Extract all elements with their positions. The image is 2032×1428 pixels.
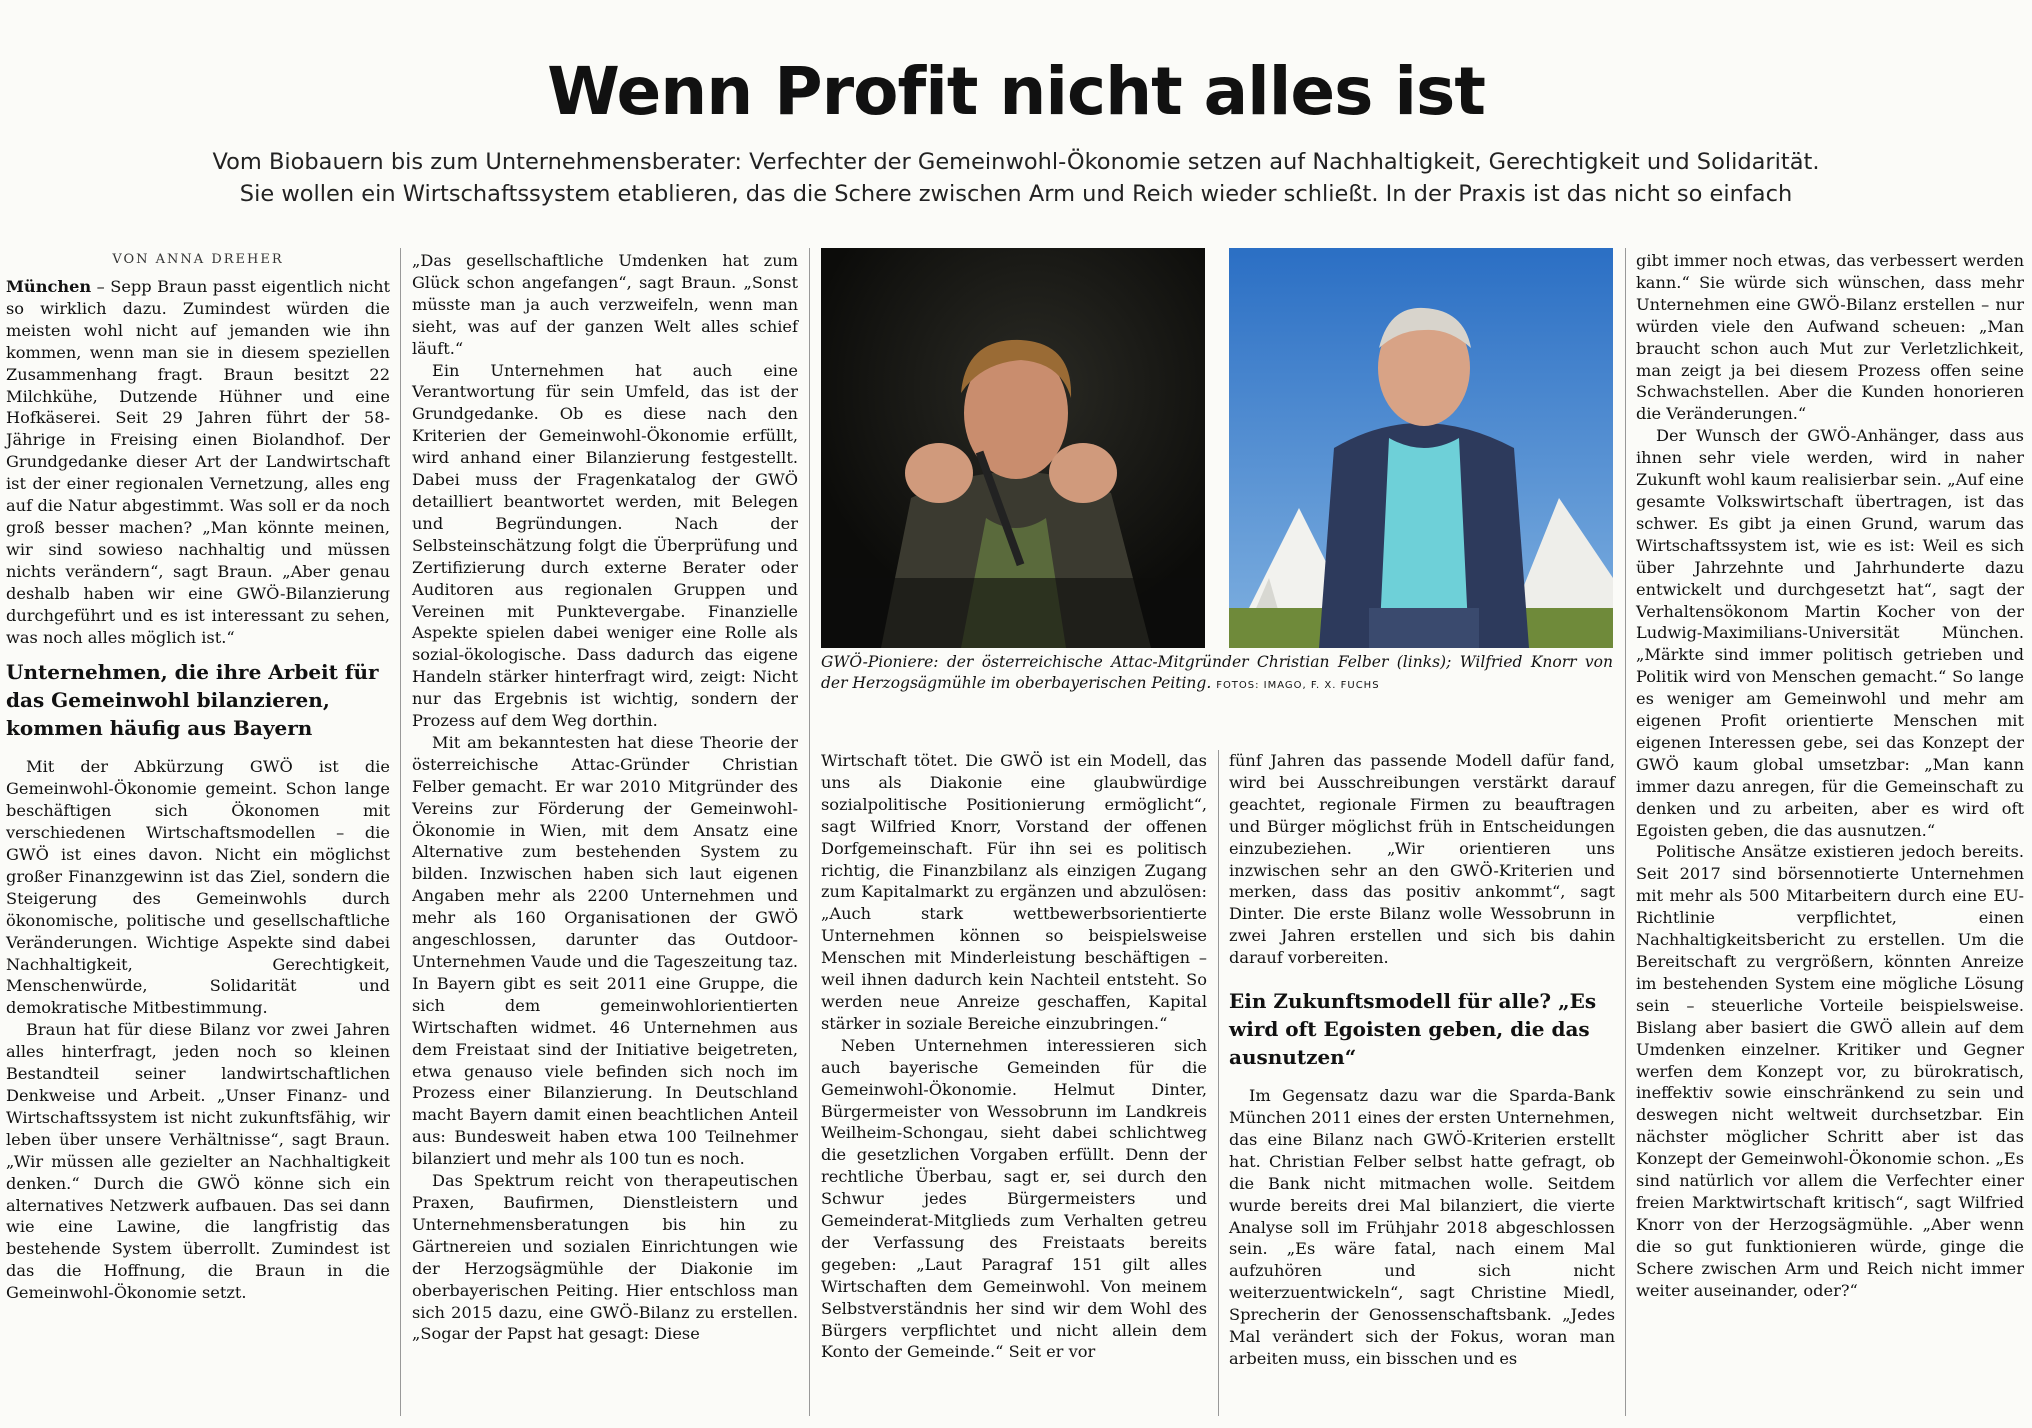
paragraph: Der Wunsch der GWÖ-Anhänger, dass aus ihnen sehr viele werden, wird in naher Zukunft wohl kaum realisierbar sein. „Auf eine gesamte Volkswirtschaft übertragen, ist das schwer. Es gibt ja einen Grund, warum das Wirtschaftssystem ist, wie es ist: Weil es sich über Jahrzehnte und Jahrhunderte dazu entwickelt und durchgesetzt hat“, sagt der Verhaltensökonom Martin Kocher von der Ludwig-Maximilians-Universität München. „Märkte sind immer politisch getrieben und Politik wird von Menschen gemacht.“ So lange es weniger am Gemeinwohl und mehr am eigenen Profit orientierte Menschen mit eigenen Interessen gebe, sei das Konzept der GWÖ kaum global umsetzbar: „Man kann immer dazu anregen, für die Gemeinschaft zu denken und zu arbeiten, aber es wird oft Egoisten geben, die das ausnutzen.“	[1636, 426, 2024, 840]
photo-knorr-image	[1229, 248, 1613, 648]
paragraph	[6, 276, 390, 648]
photo-wilfried-knorr	[1229, 248, 1613, 648]
paragraph: Mit am bekanntesten hat diese Theorie der österreichische Attac-Gründer Christian Felber gemacht. Er war 2010 Mitgründer des Vereins zur Förderung der Gemeinwohl-Ökonomie in Wien, mit dem Ansatz eine Alternative zum bestehenden System zu bilden. Inzwischen haben sich laut eigenen Angaben mehr als 2200 Unternehmen und mehr als 160 Organisationen der GWÖ angeschlossen, darunter das Outdoor-Unternehmen Vaude und die Tageszeitung taz. In Bayern gibt es seit 2011 eine Gruppe, die sich dem gemeinwohlorientierten Wirtschaften widmet. 46 Unternehmen aus dem Freistaat sind der Initiative beigetreten, etwa genauso viele befinden sich noch im Prozess einer Bilanzierung. In Deutschland macht Bayern damit einen beachtlichen Anteil aus: Bundesweit haben etwa 100 Teilnehmer bilanziert und mehr als 100 tun es noch.	[412, 732, 798, 1169]
caption-text: GWÖ-Pioniere: der österreichische Attac-Mitgründer Christian Felber (links); Wilfried Knorr von der Herzogsägmühle im oberbayerischen Peiting.	[821, 653, 1613, 692]
article-column-1	[6, 250, 390, 1304]
column-rule	[1218, 750, 1219, 1416]
paragraph: Braun hat für diese Bilanz vor zwei Jahren alles hinterfragt, jeden noch so kleinen Bestandteil seiner landwirtschaftlichen Denkweise und Arbeit. „Unser Finanz- und Wirtschaftssystem ist nicht zukunftsfähig, wir leben über unsere Verhältnisse“, sagt Braun. „Wir müssen alle gezielter an Nachhaltigkeit denken.“ Durch die GWÖ könne sich ein alternatives Netzwerk aufbauen. Das sei dann wie eine Lawine, die langfristig das bestehende System überrollt. Zumindest ist das die Hoffnung, die Braun in die Gemeinwohl-Ökonomie setzt.	[6, 1020, 390, 1303]
column-rule	[1625, 248, 1626, 1416]
subheading: Unternehmen, die ihre Arbeit für das Gemeinwohl bilanzieren, kommen häufig aus Bayern	[6, 660, 379, 741]
photo-caption	[821, 652, 1613, 696]
deck	[60, 146, 1972, 210]
paragraph: Ein Unternehmen hat auch eine Verantwortung für sein Umfeld, das ist der Grundgedanke. Ob es diese nach den Kriterien der Gemeinwohl-Ökonomie erfüllt, wird anhand einer Bilanzierung festgestellt. Dabei muss der Fragenkatalog der GWÖ detailliert beantwortet werden, mit Belegen und Begründungen. Nach der Selbsteinschätzung folgt die Überprüfung und Zertifizierung durch externe Berater oder Auditoren aus regionalen Gruppen und Vereinen mit Punktevergabe. Finanzielle Aspekte spielen dabei weniger eine Rolle als sozial-ökologische. Dass dadurch das eigene Handeln stärker hinterfragt wird, zeigt: Nicht nur das Ergebnis ist wichtig, sondern der Prozess auf dem Weg dorthin.	[412, 360, 798, 731]
paragraph: Politische Ansätze existieren jedoch bereits. Seit 2017 sind börsennotierte Unternehmen mit mehr als 500 Mitarbeitern durch eine EU-Richtlinie verpflichtet, einen Nachhaltigkeitsbericht zu erstellen. Um die Bereitschaft zu vergrößern, könnten Anreize im bestehenden System eine mögliche Lösung sein – steuerliche Vorteile beispielsweise. Bislang aber basiert die GWÖ allein auf dem Umdenken einzelner. Kritiker und Gegner werfen dem Konzept vor, zu bürokratisch, ineffektiv sowie einschränkend zu sein und deswegen nicht weltweit durchsetzbar. Ein nächster möglicher Schritt aber ist das Konzept der Gemeinwohl-Ökonomie schon. „Es sind natürlich vor allem die Verfechter einer freien Marktwirtschaft kritisch“, sagt Wilfried Knorr von der Herzogsägmühle. „Aber wenn die so gut funktionieren würde, ginge die Schere zwischen Arm und Reich nicht immer weiter auseinander, oder?“	[1636, 842, 2024, 1300]
paragraph: fünf Jahren das passende Modell dafür fand, wird bei Ausschreibungen verstärkt darauf geachtet, regionale Firmen zu beauftragen und Bürger möglichst früh in Entscheidungen einzubeziehen. „Wir orientieren uns inzwischen sehr an den GWÖ-Kriterien und merken, dass das positiv ankommt“, sagt Dinter. Die erste Bilanz wolle Wessobrunn in zwei Jahren erstellen und sich bis dahin darauf vorbereiten.	[1229, 751, 1615, 968]
paragraph: gibt immer noch etwas, das verbessert werden kann.“ Sie würde sich wünschen, dass mehr Unternehmen eine GWÖ-Bilanz erstellen – nur würden viele den Aufwand scheuen: „Man braucht schon auch Mut zur Verletzlichkeit, man zeigt ja bei diesem Prozess offen seine Schwachstellen. Aber die Kunden honorieren die Veränderungen.“	[1636, 251, 2024, 424]
paragraph: Neben Unternehmen interessieren sich auch bayerische Gemeinden für die Gemeinwohl-Ökonomie. Helmut Dinter, Bürgermeister von Wessobrunn im Landkreis Weilheim-Schongau, sieht dabei schlichtweg die gesetzlichen Vorgaben erfüllt. Denn der rechtliche Überbau, sagt er, sei durch den Schwur jedes Bürgermeisters und Gemeinderat-Mitglieds zum Verhalten getreu der Verfassung des Freistaats bereits gegeben: „Laut Paragraf 151 gilt alles Wirtschaften dem Gemeinwohl. Von meinem Selbstverständnis her sind wir dem Wohl des Bürgers verpflichtet und nicht allein dem Konto der Gemeinde.“ Seit er vor	[821, 1035, 1207, 1362]
photo-credit: FOTOS: IMAGO, F. X. FUCHS	[1216, 680, 1380, 691]
column-rule	[809, 248, 810, 1416]
article-column-3	[821, 750, 1207, 1363]
paragraph-text: – Sepp Braun passt eigentlich nicht so wirklich dazu. Zumindest würden die meisten wohl nicht auf jemanden wie ihn kommen, wenn man sie in diesem speziellen Zusammenhang fragt. Braun besitzt 22 Milchkühe, Dutzende Hühner und eine Hofkäserei. Seit 29 Jahren führt der 58-Jährige in Freising einen Biolandhof. Der Grundgedanke dieser Art der Landwirtschaft ist der einer regionalen Vernetzung, alles eng auf die Natur abgestimmt. Was soll er da noch groß besser machen? „Man könnte meinen, wir sind sowieso nachhaltig und müssen nichts verändern“, sagt Braun. „Aber genau deshalb haben wir eine GWÖ-Bilanzierung durchgeführt und es ist interessant zu sehen, was noch alles möglich ist.“	[6, 277, 390, 647]
column-rule	[400, 248, 401, 1416]
article-column-5	[1636, 250, 2024, 1302]
paragraph: Mit der Abkürzung GWÖ ist die Gemeinwohl-Ökonomie gemeint. Schon lange beschäftigen sich Ökonomen mit verschiedenen Wirtschaftsmodellen – die GWÖ ist eines davon. Nicht ein möglichst großer Finanzgewinn ist das Ziel, sondern die Steigerung des Gemeinwohls durch ökonomische, politische und gesellschaftliche Veränderungen. Wichtige Aspekte sind dabei Nachhaltigkeit, Gerechtigkeit, Menschenwürde, Solidarität und demokratische Mitbestimmung.	[6, 757, 390, 1018]
paragraph: Wirtschaft tötet. Die GWÖ ist ein Modell, das uns als Diakonie eine glaubwürdige sozialpolitische Positionierung ermöglicht“, sagt Wilfried Knorr, Vorstand der offenen Dorfgemeinschaft. Für ihn sei es politisch richtig, die Finanzbilanz als einzigen Zugang zum Kapitalmarkt zu ergänzen und abzulösen: „Auch stark wettbewerbsorientierte Unternehmen können so beispielsweise Menschen mit Minderleistung beschäftigen – weil ihnen dadurch kein Nachteil entsteht. So werden neue Anreize geschaffen, Kapital stärker in soziale Bereiche einzubringen.“	[821, 751, 1207, 1033]
deck-line-2: Sie wollen ein Wirtschaftssystem etablieren, das die Schere zwischen Arm und Reich wieder schließt. In der Praxis ist das nicht so einfach	[239, 181, 1793, 207]
dateline-city: München	[6, 277, 92, 296]
deck-line-1: Vom Biobauern bis zum Unternehmensberater: Verfechter der Gemeinwohl-Ökonomie setzen auf Nachhaltigkeit, Gerechtigkeit und Solidarität.	[212, 149, 1820, 175]
photo-felber-image	[821, 248, 1205, 648]
subheading: Ein Zukunftsmodell für alle? „Es wird oft Egoisten geben, die das ausnutzen“	[1229, 989, 1597, 1070]
headline: Wenn Profit nicht alles ist	[547, 53, 1485, 130]
article-column-4	[1229, 750, 1615, 1370]
byline: VON ANNA DREHER	[112, 252, 284, 267]
paragraph: Im Gegensatz dazu war die Sparda-Bank München 2011 eines der ersten Unternehmen, das eine Bilanz nach GWÖ-Kriterien erstellt hat. Christian Felber selbst hatte gefragt, ob die Bank nicht mitmachen wolle. Seitdem wurde bereits drei Mal bilanziert, die vierte Analyse soll im Frühjahr 2018 abgeschlossen sein. „Es wäre fatal, nach einem Mal aufzuhören und sich nicht weiterzuentwickeln“, sagt Christine Miedl, Sprecherin der Genossenschaftsbank. „Jedes Mal verändert sich der Fokus, woran man arbeiten muss, ein bisschen und es	[1229, 1086, 1615, 1368]
paragraph: „Das gesellschaftliche Umdenken hat zum Glück schon angefangen“, sagt Braun. „Sonst müsste man ja auch verzweifeln, wenn man sieht, was auf der ganzen Welt alles schief läuft.“	[412, 251, 798, 358]
paragraph: Das Spektrum reicht von therapeutischen Praxen, Baufirmen, Dienstleistern und Unternehmensberatungen bis hin zu Gärtnereien und sozialen Einrichtungen wie der Herzogsägmühle der Diakonie im oberbayerischen Peiting. Hier entschloss man sich 2015 dazu, eine GWÖ-Bilanz zu erstellen. „Sogar der Papst hat gesagt: Diese	[412, 1171, 798, 1344]
photo-christian-felber	[821, 248, 1205, 648]
article-column-2	[412, 250, 798, 1345]
